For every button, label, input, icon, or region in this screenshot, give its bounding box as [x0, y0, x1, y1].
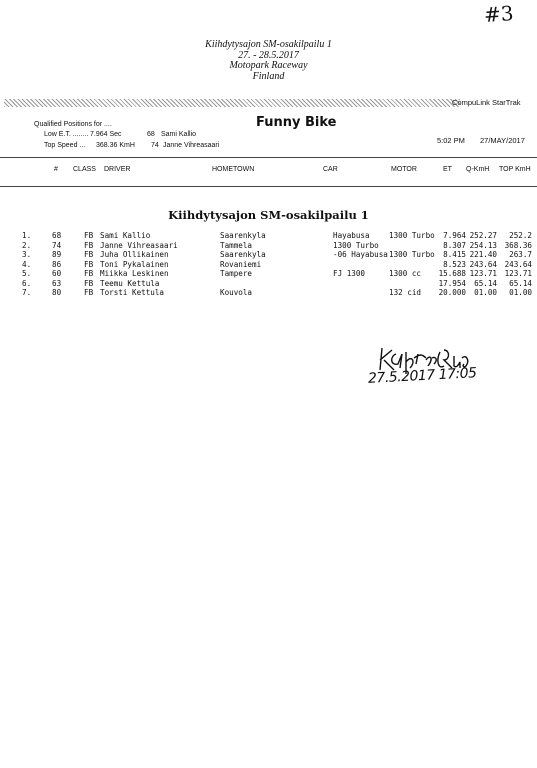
row-class: FB — [84, 278, 94, 288]
row-driver: Janne Vihreasaari — [100, 240, 178, 250]
low-et-label: Low E.T. ........ — [44, 131, 89, 138]
row-et: 7.964 — [443, 231, 466, 240]
col-q-kmh: Q-KmH — [466, 166, 490, 173]
row-motor: 1300 Turbo — [389, 231, 435, 240]
col-num: # — [54, 166, 58, 173]
row-car-number: 86 — [52, 259, 62, 269]
row-class: FB — [84, 250, 94, 259]
row-car-number: 74 — [52, 240, 62, 250]
row-q-kmh: 221.40 — [469, 250, 497, 259]
row-et: 20.000 — [438, 288, 466, 297]
row-motor: 1300 Turbo — [389, 250, 435, 259]
row-hometown: Saarenkyla — [220, 231, 266, 240]
row-driver: Teemu Kettula — [100, 278, 160, 288]
row-car-number: 68 — [52, 231, 62, 240]
header-divider-top — [0, 157, 537, 158]
row-et: 8.523 — [443, 259, 466, 269]
row-class: FB — [84, 269, 94, 278]
header-divider-bottom — [0, 186, 537, 187]
row-driver: Torsti Kettula — [100, 288, 165, 297]
row-q-kmh: 01.00 — [474, 288, 497, 297]
event-venue: Motopark Raceway — [229, 60, 308, 71]
row-q-kmh: 123.71 — [469, 269, 497, 278]
row-top-kmh: 243.64 — [504, 259, 532, 269]
event-dates: 27. - 28.5.2017 — [238, 49, 299, 61]
row-hometown: Tammela — [220, 240, 253, 250]
row-hometown: Tampere — [220, 269, 253, 278]
row-et: 15.688 — [438, 269, 466, 278]
row-et: 17.954 — [438, 278, 466, 288]
row-class: FB — [84, 240, 94, 250]
qualified-heading: Qualified Positions for .... — [34, 121, 112, 128]
row-et: 8.415 — [443, 250, 466, 259]
row-driver: Sami Kallio — [100, 231, 151, 240]
event-country: Finland — [252, 70, 285, 82]
row-class: FB — [84, 259, 94, 269]
top-speed-num: 74 — [151, 142, 159, 149]
corner-mark: #3 — [483, 1, 515, 27]
row-hometown: Rovaniemi — [220, 259, 262, 269]
row-driver: Juha Ollikainen — [100, 250, 169, 259]
low-et-value: 7.964 Sec — [90, 131, 122, 138]
row-top-kmh: 123.71 — [504, 269, 532, 278]
row-car: -06 Hayabusa — [333, 250, 388, 259]
system-name: CompuLink StarTrak — [452, 98, 521, 107]
row-q-kmh: 65.14 — [474, 278, 497, 288]
low-et-driver: Sami Kallio — [161, 131, 197, 138]
col-hometown: HOMETOWN — [212, 166, 255, 173]
row-position: 7. — [22, 288, 32, 297]
event-header — [0, 40, 537, 82]
row-position: 6. — [22, 278, 32, 288]
row-position: 4. — [22, 259, 32, 269]
row-car-number: 63 — [52, 278, 62, 288]
row-q-kmh: 254.13 — [469, 240, 497, 250]
row-car-number: 80 — [52, 288, 62, 297]
row-hometown: Kouvola — [220, 288, 253, 297]
class-title: Funny Bike — [256, 115, 337, 130]
top-speed-driver: Janne Vihreasaari — [163, 142, 220, 149]
col-driver: DRIVER — [104, 166, 131, 173]
low-et-num: 68 — [147, 131, 155, 138]
header-hatch-bar — [4, 99, 460, 107]
row-driver: Toni Pykalainen — [100, 259, 169, 269]
row-motor: 132 cid — [389, 288, 422, 297]
row-top-kmh: 368.36 — [504, 240, 532, 250]
row-position: 1. — [22, 231, 32, 240]
row-position: 2. — [22, 240, 32, 250]
row-q-kmh: 252.27 — [469, 231, 497, 240]
row-motor: 1300 cc — [389, 269, 422, 278]
col-class: CLASS — [73, 166, 96, 173]
report-date: 27/MAY/2017 — [480, 136, 525, 145]
row-top-kmh: 01.00 — [509, 288, 532, 297]
row-top-kmh: 252.2 — [509, 231, 532, 240]
row-car: 1300 Turbo — [333, 240, 379, 250]
row-class: FB — [84, 288, 94, 297]
top-speed-value: 368.36 KmH — [96, 142, 135, 149]
row-car-number: 89 — [52, 250, 62, 259]
row-car-number: 60 — [52, 269, 62, 278]
row-top-kmh: 65.14 — [509, 278, 532, 288]
row-et: 8.307 — [443, 240, 466, 250]
col-top-kmh: TOP KmH — [499, 166, 531, 173]
event-title: Kiihdytysajon SM-osakilpailu 1 — [205, 39, 332, 50]
col-motor: MOTOR — [391, 166, 417, 173]
row-car: Hayabusa — [333, 231, 370, 240]
top-speed-label: Top Speed ... — [44, 142, 86, 149]
row-class: FB — [84, 231, 94, 240]
report-time: 5:02 PM — [437, 136, 465, 145]
signature-date: 27.5.2017 17:05 — [367, 365, 477, 387]
row-hometown: Saarenkyla — [220, 250, 266, 259]
row-position: 5. — [22, 269, 32, 278]
row-car: FJ 1300 — [333, 269, 366, 278]
col-et: ET — [443, 166, 452, 173]
col-car: CAR — [323, 166, 338, 173]
row-position: 3. — [22, 250, 32, 259]
table-title: Kiihdytysajon SM-osakilpailu 1 — [168, 208, 369, 222]
row-q-kmh: 243.64 — [469, 259, 497, 269]
row-driver: Miikka Leskinen — [100, 269, 169, 278]
row-top-kmh: 263.7 — [509, 250, 532, 259]
